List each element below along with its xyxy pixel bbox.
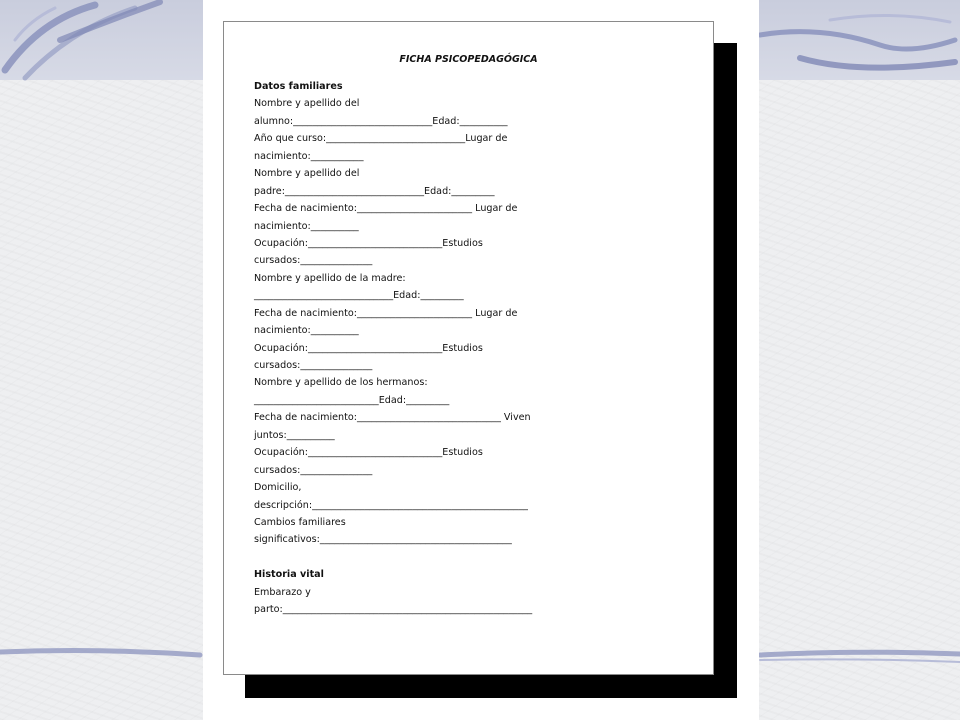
form-line: Embarazo y bbox=[254, 586, 311, 598]
form-line: cursados:_______________ bbox=[254, 464, 373, 476]
document-page bbox=[223, 21, 714, 675]
form-line: nacimiento:__________ bbox=[254, 325, 359, 337]
form-line: Nombre y apellido de los hermanos: bbox=[254, 377, 428, 389]
form-line: nacimiento:___________ bbox=[254, 150, 364, 162]
form-line: Año que curso:_____________________________Lugar de bbox=[254, 133, 508, 145]
form-line: Nombre y apellido de la madre: bbox=[254, 272, 406, 284]
form-line: nacimiento:__________ bbox=[254, 220, 359, 232]
form-line: Fecha de nacimiento:________________________ Lugar de bbox=[254, 307, 518, 319]
form-line: Cambios familiares bbox=[254, 516, 346, 528]
section-heading: Historia vital bbox=[254, 569, 324, 581]
section-heading: Datos familiares bbox=[254, 81, 343, 92]
form-line: descripción:_____________________________________________ bbox=[254, 499, 528, 511]
form-line: cursados:_______________ bbox=[254, 360, 373, 371]
form-line: Ocupación:____________________________Estudios bbox=[254, 342, 483, 354]
form-line: _____________________________Edad:_________ bbox=[254, 290, 464, 302]
form-line: Nombre y apellido del bbox=[254, 168, 360, 180]
form-line: Domicilio, bbox=[254, 482, 302, 494]
form-line: Ocupación:____________________________Estudios bbox=[254, 237, 483, 249]
form-line: Nombre y apellido del bbox=[254, 98, 360, 110]
form-line: Ocupación:____________________________Estudios bbox=[254, 447, 483, 459]
form-line: __________________________Edad:_________ bbox=[254, 394, 450, 406]
form-line: Fecha de nacimiento:______________________________ Viven bbox=[254, 412, 531, 424]
form-lines bbox=[254, 78, 694, 619]
form-line: alumno:_____________________________Edad:__________ bbox=[254, 115, 508, 127]
form-line: juntos:__________ bbox=[254, 429, 335, 441]
document-title: FICHA PSICOPEDAGÓGICA bbox=[399, 54, 538, 65]
form-line: padre:_____________________________Edad:_________ bbox=[254, 185, 495, 197]
form-line: cursados:_______________ bbox=[254, 255, 373, 267]
form-line: parto:____________________________________________________ bbox=[254, 604, 533, 616]
form-line: significativos:________________________________________ bbox=[254, 534, 512, 546]
form-line: Fecha de nacimiento:________________________ Lugar de bbox=[254, 203, 518, 215]
blank-line bbox=[254, 549, 694, 566]
